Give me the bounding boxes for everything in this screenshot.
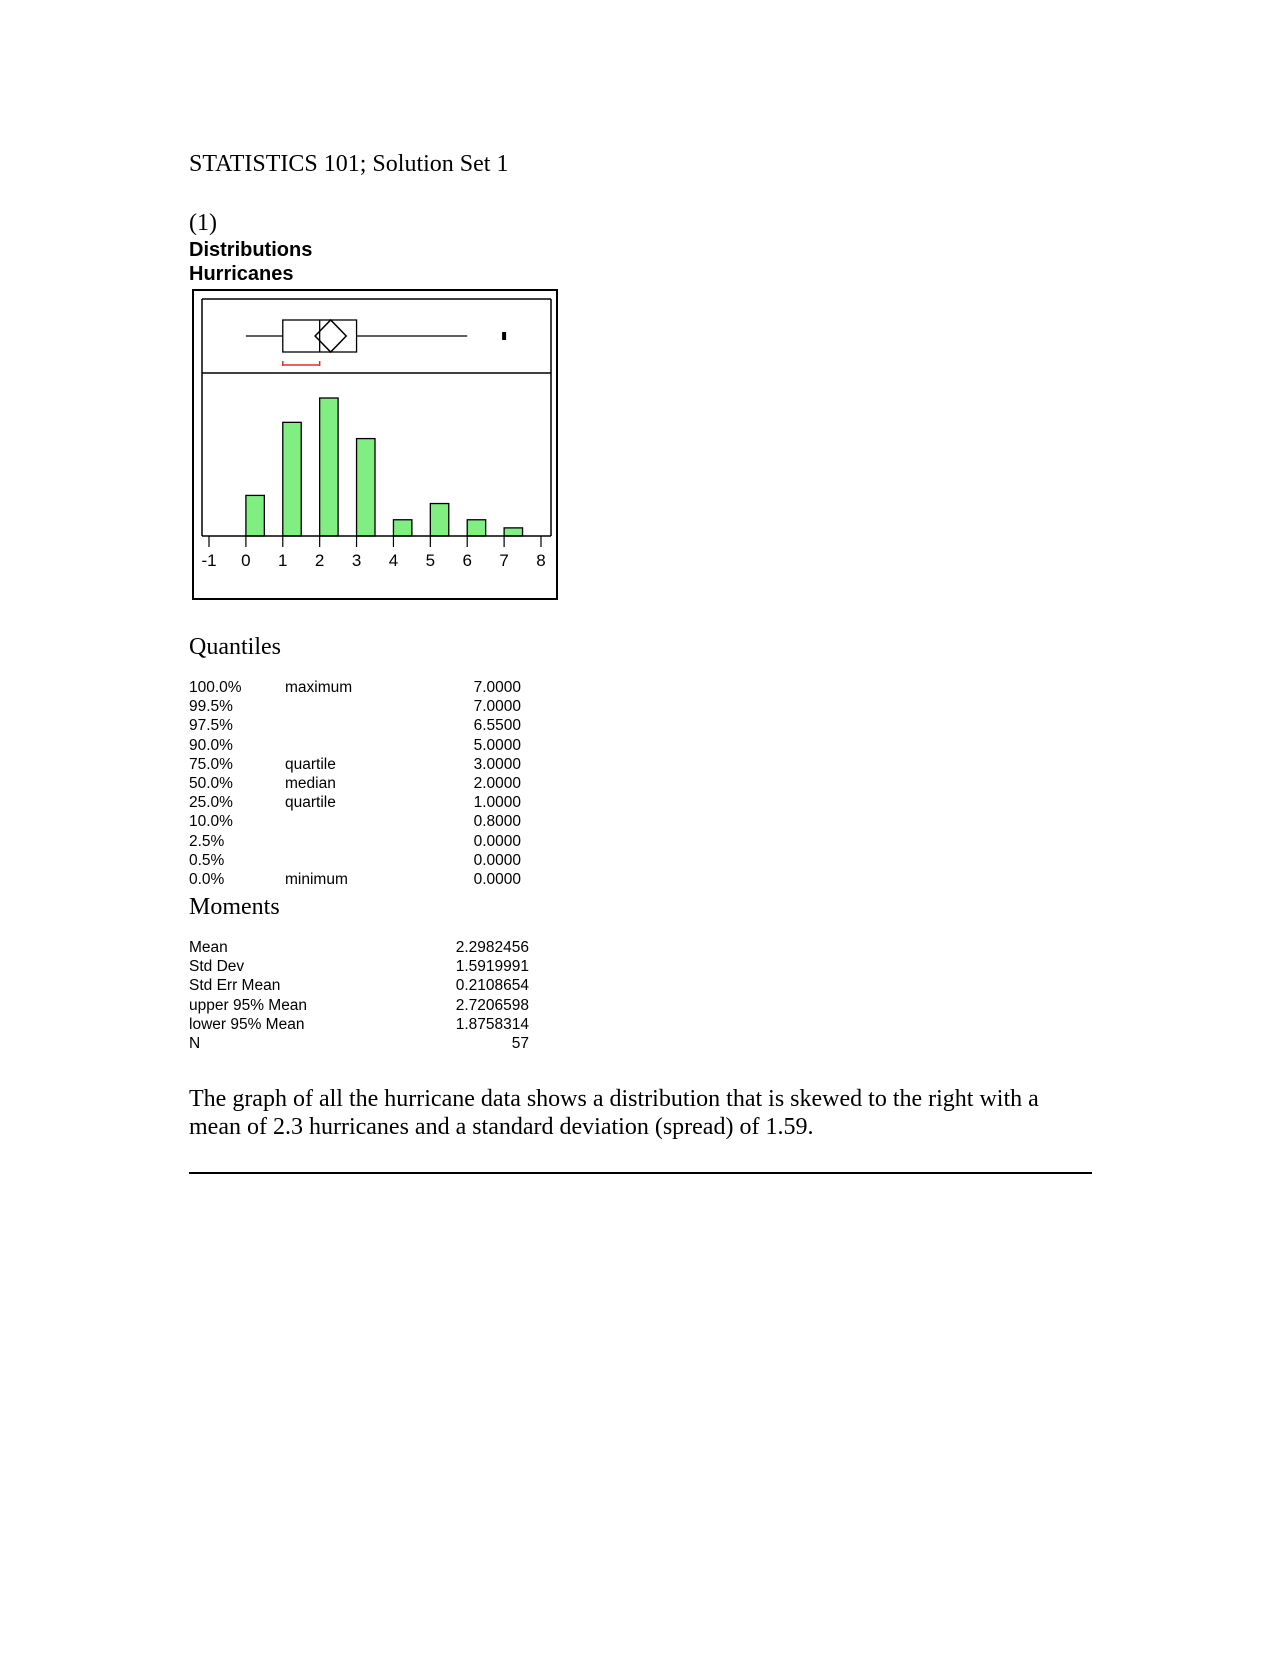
quantile-percent: 100.0% [189, 679, 242, 696]
distribution-chart [194, 291, 556, 598]
histogram-bar [246, 495, 264, 536]
x-axis-tick-label: 7 [499, 551, 509, 570]
quantile-value: 0.8000 [473, 813, 521, 831]
quantile-percent: 99.5% [189, 698, 233, 716]
moment-label: Mean [189, 939, 228, 956]
section-heading: Distributions [189, 239, 313, 261]
moment-value: 1.5919991 [455, 958, 529, 976]
problem-number: (1) [189, 210, 217, 236]
x-axis-tick-label: 6 [462, 551, 472, 570]
x-axis-tick-label: 5 [425, 551, 436, 570]
moment-value: 57 [511, 1035, 529, 1052]
quantile-percent: 0.0% [189, 871, 225, 888]
histogram-bar [504, 528, 522, 536]
histogram-bar [283, 422, 301, 536]
summary-paragraph: The graph of all the hurricane data shows a distribution that is skewed to the right with a mean of 2.3 hurricanes and a standard deviation (spread) of 1.59. [189, 1086, 1039, 1140]
quantile-percent: 97.5% [189, 717, 233, 735]
quantile-label: maximum [285, 679, 353, 696]
histogram-bar [393, 520, 411, 536]
moment-value: 2.7206598 [455, 996, 529, 1014]
quantiles-heading: Quantiles [189, 634, 281, 660]
distribution-chart-frame [192, 289, 558, 600]
x-axis-tick-label: 8 [536, 551, 546, 570]
moment-value: 2.2982456 [455, 939, 529, 956]
outlier-point [502, 332, 506, 340]
moment-label: Std Err Mean [189, 977, 281, 995]
histogram-bar [320, 398, 338, 536]
histogram-bar [430, 504, 448, 536]
quantile-value: 3.0000 [473, 755, 521, 773]
quantile-percent: 50.0% [189, 775, 233, 792]
quantile-value: 7.0000 [473, 698, 521, 716]
quantile-percent: 10.0% [189, 813, 233, 831]
quantile-value: 2.0000 [473, 775, 521, 792]
histogram-bar [357, 439, 375, 536]
moment-label: lower 95% Mean [189, 1015, 305, 1033]
x-axis-tick-label: 2 [314, 551, 325, 570]
quantile-value: 6.5500 [473, 717, 521, 735]
quantile-value: 0.0000 [473, 851, 521, 869]
quantile-label: quartile [285, 794, 336, 812]
quantile-percent: 2.5% [189, 832, 225, 850]
x-axis-tick-label: 4 [388, 551, 399, 570]
quantile-label: quartile [285, 755, 336, 773]
histogram-bar [467, 520, 485, 536]
quantile-percent: 0.5% [189, 851, 225, 869]
moment-label: N [189, 1035, 201, 1052]
quantile-label: median [285, 775, 336, 792]
moment-label: Std Dev [189, 958, 245, 976]
x-axis-tick-label: 1 [278, 551, 288, 570]
x-axis-tick-label: 0 [241, 551, 251, 570]
x-axis-tick-label: 3 [351, 551, 362, 570]
horizontal-rule [189, 1172, 1092, 1174]
moment-value: 0.2108654 [455, 977, 529, 995]
quantile-value: 1.0000 [473, 794, 521, 812]
moment-value: 1.8758314 [455, 1015, 529, 1033]
document-title: STATISTICS 101; Solution Set 1 [189, 151, 509, 177]
moments-heading: Moments [189, 894, 280, 920]
quantile-value: 5.0000 [473, 736, 521, 754]
quantile-value: 0.0000 [473, 871, 521, 888]
quantile-percent: 75.0% [189, 755, 233, 773]
x-axis-tick-label: -1 [201, 551, 217, 570]
quantile-percent: 25.0% [189, 794, 233, 812]
moment-label: upper 95% Mean [189, 996, 308, 1014]
quantile-value: 7.0000 [473, 679, 521, 696]
variable-name: Hurricanes [189, 263, 294, 285]
quantile-value: 0.0000 [473, 832, 521, 850]
quantile-label: minimum [285, 871, 348, 888]
quantile-percent: 90.0% [189, 736, 233, 754]
